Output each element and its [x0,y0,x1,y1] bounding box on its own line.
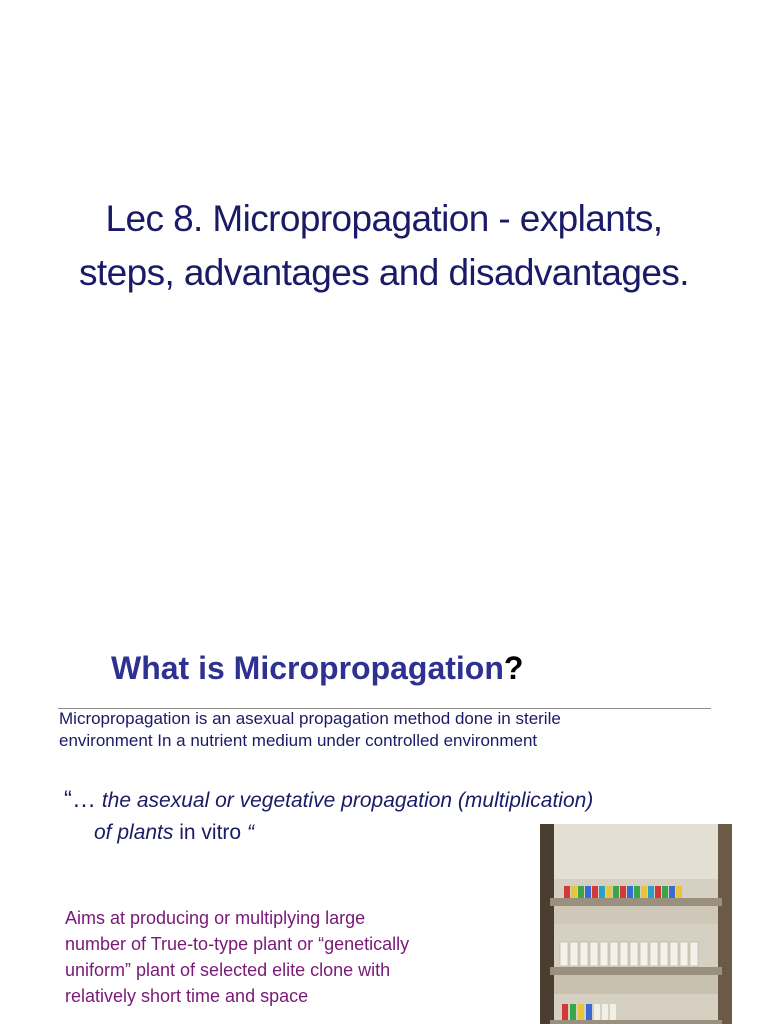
aims-line: uniform” plant of selected elite clone with [65,960,391,980]
quote-text-part-3: in vitro [179,821,242,844]
quote-close-mark: “ [246,821,254,844]
aims-line: Aims at producing or multiplying large [65,908,366,928]
tissue-culture-shelf-photo [540,824,732,1024]
lecture-title-line-1: Lec 8. Micropropagation - explants, [105,198,663,239]
aims-line: number of True-to-type plant or “genetically [65,934,410,954]
slide-heading-text: What is Micropropagation [111,650,504,686]
definition-text [59,708,719,752]
lecture-title-line-2: steps, advantages and disadvantages. [79,252,689,293]
slide-what-is-micropropagation [0,600,768,1024]
quote-open-mark: “… [64,786,96,813]
definition-line-2: environment In a nutrient medium under controlled environment [59,731,538,750]
slide-heading [111,650,523,687]
slide-heading-question-mark: ? [503,650,524,686]
quote-text-part-2: of plants [94,821,174,844]
aims-line: relatively short time and space [65,986,309,1006]
lecture-title [40,192,728,300]
aims-text [65,905,505,1009]
quote-text-part-1: the asexual or vegetative propagation (multiplication) [101,789,594,812]
definition-line-1: Micropropagation is an asexual propagation method done in sterile [59,709,561,728]
